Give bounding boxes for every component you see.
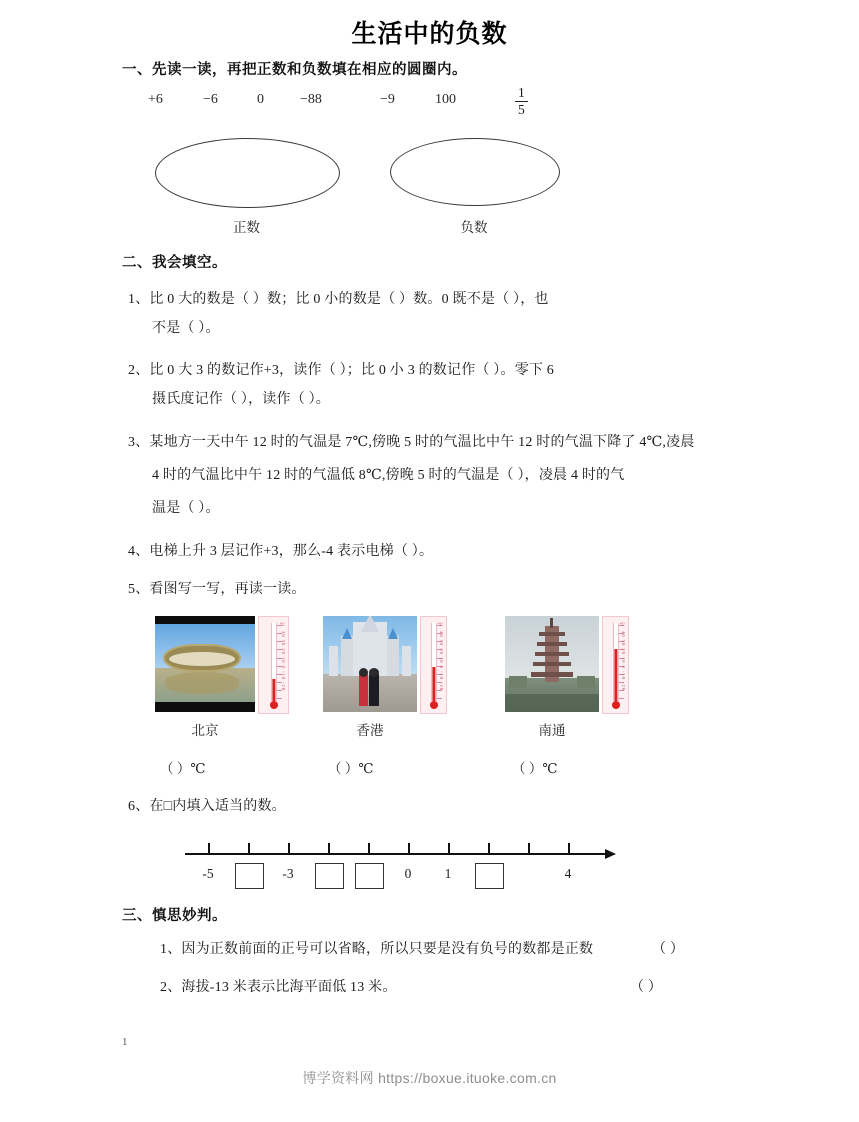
number-line-arrow-icon	[605, 849, 616, 859]
question-4: 4、电梯上升 3 层记作+3，那么-4 表示电梯（ ）。	[128, 544, 434, 559]
caption-nantong: 南通	[538, 723, 566, 738]
number-item-1: +6	[148, 92, 163, 107]
number-item-6: 100	[435, 92, 456, 107]
number-line-answer-box-3[interactable]	[355, 863, 384, 889]
number-line-tick	[288, 843, 290, 854]
number-line-label-minus3: -3	[282, 866, 294, 881]
number-line-label-one: 1	[444, 866, 452, 881]
thermometer-scale-text: ℃ 40 30 20 10 0 -10 -20	[439, 623, 444, 692]
thermometer-hongkong	[420, 616, 447, 714]
number-line-label-minus5: -5	[202, 866, 214, 881]
photo-group-hongkong	[323, 616, 445, 712]
question-5: 5、看图写一写，再读一读。	[128, 582, 306, 597]
number-line-label-zero: 0	[404, 866, 412, 881]
number-item-2: −6	[203, 92, 218, 107]
question-2-line-1: 2、比 0 大 3 的数记作+3，读作（ ）；比 0 小 3 的数记作（ ）。零下 6	[128, 363, 554, 378]
number-item-4: −88	[300, 92, 322, 107]
photo-nantong-pagoda	[505, 616, 599, 712]
thermometer-scale-text: ℃ 40 30 20 10 0 -10 -20	[621, 623, 626, 692]
thermometer-scale-text: ℃ 40 30 20 10 0 -10 -20	[281, 623, 286, 692]
section-3-heading: 三、慎思妙判。	[122, 908, 227, 924]
photo-hongkong-disneyland	[323, 616, 417, 712]
number-line-tick	[328, 843, 330, 854]
number-line-tick	[448, 843, 450, 854]
question-3-line-2: 4 时的气温比中午 12 时的气温低 8℃,傍晚 5 时的气温是（ ），凌晨 4 时的气	[152, 468, 625, 483]
positive-numbers-label: 正数	[233, 220, 260, 235]
fraction-numerator: 1	[518, 85, 525, 100]
caption-hongkong: 香港	[356, 723, 384, 738]
number-line-tick	[528, 843, 530, 854]
question-1-line-2: 不是（ ）。	[152, 321, 220, 336]
number-line-tick	[408, 843, 410, 854]
temperature-blank-nantong: （ ）℃	[512, 761, 558, 776]
negative-numbers-circle	[390, 138, 560, 206]
number-line-answer-box-4[interactable]	[475, 863, 504, 889]
number-line-diagram	[185, 834, 625, 892]
caption-beijing: 北京	[191, 723, 219, 738]
number-line-tick	[248, 843, 250, 854]
number-item-5: −9	[380, 92, 395, 107]
negative-numbers-label: 负数	[460, 220, 488, 235]
judgement-item-1: 1、因为正数前面的正号可以省略，所以只要是没有负号的数都是正数	[160, 942, 594, 957]
number-line-tick	[488, 843, 490, 854]
temperature-blank-hongkong: （ ）℃	[328, 761, 374, 776]
question-1-line-1: 1、比 0 大的数是（ ）数；比 0 小的数是（ ）数。0 既不是（ ），也	[128, 292, 549, 307]
question-3-line-3: 温是（ ）。	[152, 501, 220, 516]
number-item-fraction	[515, 86, 528, 117]
thermometer-beijing	[258, 616, 289, 714]
number-line-tick	[208, 843, 210, 854]
number-item-3: 0	[257, 92, 264, 107]
judgement-answer-1: （ ）	[652, 942, 685, 957]
temperature-blank-beijing: （ ）℃	[160, 761, 206, 776]
page-number: 1	[122, 1036, 128, 1048]
judgement-answer-2: （ ）	[630, 980, 663, 995]
section-2-heading: 二、我会填空。	[122, 255, 227, 271]
page-title: 生活中的负数	[351, 21, 508, 48]
question-3-line-1: 3、某地方一天中午 12 时的气温是 7℃,傍晚 5 时的气温比中午 12 时的气温下降了 4℃,凌晨	[128, 435, 695, 450]
judgement-item-2: 2、海拔-13 米表示比海平面低 13 米。	[160, 980, 397, 995]
number-line-answer-box-2[interactable]	[315, 863, 344, 889]
question-6: 6、在□内填入适当的数。	[128, 799, 286, 814]
photo-group-nantong	[505, 616, 627, 712]
number-line-tick	[368, 843, 370, 854]
number-list	[140, 85, 660, 132]
section-1-heading: 一、先读一读，再把正数和负数填在相应的圆圈内。	[122, 62, 467, 78]
watermark: 博学资料网 https://boxue.ituoke.com.cn	[302, 1070, 557, 1086]
thermometer-nantong	[602, 616, 629, 714]
photo-group-beijing	[155, 616, 287, 712]
photo-beijing-stadium	[155, 616, 255, 712]
number-line-label-four: 4	[564, 866, 572, 881]
number-line-tick	[568, 843, 570, 854]
fraction-denominator: 5	[518, 102, 525, 118]
number-line-answer-box-1[interactable]	[235, 863, 264, 889]
positive-numbers-circle	[155, 138, 340, 208]
question-2-line-2: 摄氏度记作（ ），读作（ ）。	[152, 392, 330, 407]
